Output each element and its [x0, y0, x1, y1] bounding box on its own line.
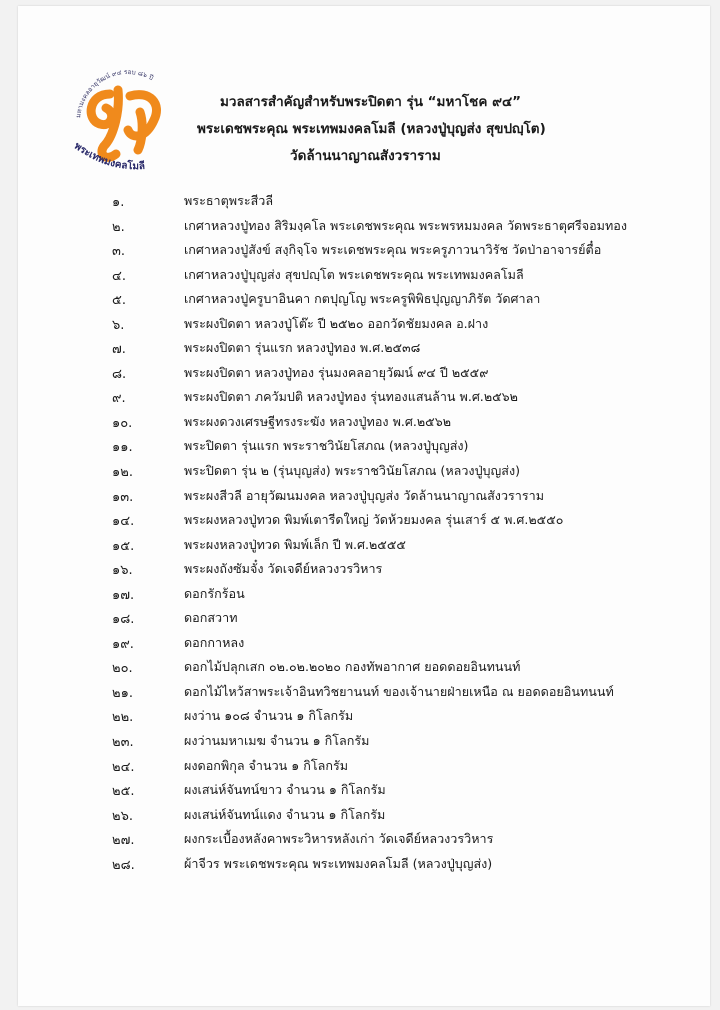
list-item	[0, 412, 720, 437]
list-item-number: ๑๗.	[112, 587, 135, 603]
list-item-text: เกศาหลวงปู่บุญส่ง สุขปญฺโต พระเดชพระคุณ พระเทพมงคลโมลี	[184, 266, 524, 282]
list-item	[0, 805, 720, 830]
list-item-text: ผงดอกพิกุล จำนวน ๑ กิโลกรัม	[184, 757, 349, 773]
list-item-number: ๑๙.	[112, 636, 134, 652]
list-item-number: ๑๒.	[112, 465, 133, 481]
list-item-number: ๒.	[112, 219, 125, 235]
list-item-text: ดอกสวาท	[184, 610, 238, 626]
list-item-number: ๖.	[112, 317, 125, 333]
list-item	[0, 657, 720, 682]
list-item	[0, 265, 720, 290]
list-item-number: ๘.	[112, 366, 127, 382]
list-item-number: ๒๒.	[112, 710, 134, 726]
list-item-text: ดอกไม้ไหว้สาพระเจ้าอินทวิชยานนท์ ของเจ้านายฝ่ายเหนือ ณ ยอดดอยอินทนนท์	[184, 683, 614, 699]
list-item	[0, 608, 720, 633]
list-item-text: ดอกรักร้อน	[184, 585, 245, 601]
list-item	[0, 682, 720, 707]
list-item-text: พระผงหลวงปู่ทวด พิมพ์เตารีดใหญ่ วัดห้วยมงคล รุ่นเสาร์ ๕ พ.ศ.๒๕๕๐	[184, 512, 564, 528]
list-item	[0, 387, 720, 412]
logo-bottom-text: พระเทพมงคลโมลี	[71, 140, 146, 173]
list-item-text: พระผงปิดตา รุ่นแรก หลวงปู่ทอง พ.ศ.๒๕๓๘	[184, 340, 421, 356]
list-item-text: ดอกไม้ปลุกเสก ๐๒.๐๒.๒๐๒๐ กองทัพอากาศ ยอดดอยอินทนนท์	[184, 659, 521, 675]
list-item-number: ๑๔.	[112, 514, 135, 530]
list-item-number: ๒๐.	[112, 661, 133, 677]
list-item-number: ๒๗.	[112, 833, 135, 849]
list-item	[0, 535, 720, 560]
list-item-text: เกศาหลวงปู่ครูบาอินคา กตปุญโญ พระครูพิพิธปุญญาภิรัต วัดศาลา	[184, 291, 541, 307]
list-item-text: พระผงสีวลี อายุวัฒนมงคล หลวงปู่บุญส่ง วัดล้านนาญาณสังวราราม	[184, 487, 544, 503]
list-item-number: ๒๓.	[112, 735, 134, 751]
temple-seal-logo	[58, 50, 198, 190]
list-item-number: ๙.	[112, 391, 126, 407]
list-item-text: พระผงถังซัมจั๋ง วัดเจดีย์หลวงวรวิหาร	[184, 561, 383, 577]
list-item-number: ๑๐.	[112, 415, 133, 431]
list-item-text: พระผงหลวงปู่ทวด พิมพ์เล็ก ปี พ.ศ.๒๕๕๕	[184, 536, 406, 552]
list-item	[0, 854, 720, 879]
list-item-text: พระธาตุพระสีวลี	[184, 193, 274, 208]
list-item-text: พระปิดตา รุ่น ๒ (รุ่นบุญส่ง) พระราชวินัยโสภณ (หลวงปู่บุญส่ง)	[184, 463, 521, 479]
list-item-number: ๑๓.	[112, 489, 134, 505]
list-item-number: ๑๖.	[112, 563, 133, 579]
list-item-text: ดอกกาหลง	[184, 634, 245, 650]
list-item	[0, 240, 720, 265]
list-item-number: ๓.	[112, 244, 126, 260]
list-item-text: พระผงดวงเศรษฐีทรงระฆัง หลวงปู่ทอง พ.ศ.๒๕๖๒	[184, 413, 451, 429]
list-item-number: ๗.	[112, 342, 126, 358]
list-item-text: เกศาหลวงปู่ทอง สิริมงฺคโล พระเดชพระคุณ พระพรหมมงคล วัดพระธาตุศรีจอมทอง	[184, 217, 627, 233]
list-item-number: ๒๑.	[112, 685, 133, 701]
list-item	[0, 216, 720, 241]
logo-arc-text: มหามงคลอายุวัฒน์ ๙๔ รอบ ๘๖ ปี	[74, 67, 155, 119]
list-item-text: ผงว่าน ๑๐๘ จำนวน ๑ กิโลกรัม	[184, 708, 354, 724]
list-item-number: ๑.	[112, 195, 125, 210]
list-item	[0, 633, 720, 658]
list-item-text: พระผงปิดตา หลวงปู่โต๊ะ ปี ๒๕๒๐ ออกวัดชัยมงคล อ.ฝาง	[184, 315, 489, 331]
list-item	[0, 191, 720, 216]
list-item	[0, 756, 720, 781]
ingredient-list	[0, 191, 720, 878]
list-item-number: ๑๕.	[112, 538, 135, 554]
list-item	[0, 731, 720, 756]
list-item	[0, 559, 720, 584]
list-item-text: พระผงปิดตา ภควัมปติ หลวงปู่ทอง รุ่นทองแสนล้าน พ.ศ.๒๕๖๒	[184, 389, 518, 405]
list-item-number: ๒๔.	[112, 759, 135, 775]
list-item-number: ๔.	[112, 268, 126, 284]
list-item-text: ผ้าจีวร พระเดชพระคุณ พระเทพมงคลโมลี (หลวงปู่บุญส่ง)	[184, 855, 493, 871]
header-subtitle: พระเดชพระคุณ พระเทพมงคลโมลี (หลวงปู่บุญส่ง สุขปญฺโต)	[197, 121, 546, 137]
list-item	[0, 461, 720, 486]
list-item	[0, 314, 720, 339]
list-item-number: ๕.	[112, 293, 126, 309]
list-item-text: ผงกระเบื้องหลังคาพระวิหารหลังเก่า วัดเจดีย์หลวงวรวิหาร	[184, 831, 494, 847]
header-title: มวลสารสำคัญสำหรับพระปิดตา รุ่น “มหาโชค ๙๔”	[220, 94, 522, 110]
list-item	[0, 510, 720, 535]
list-item-text: ผงว่านมหาเมฆ จำนวน ๑ กิโลกรัม	[184, 733, 370, 749]
list-item-text: พระปิดตา รุ่นแรก พระราชวินัยโสภณ (หลวงปู่บุญส่ง)	[184, 438, 469, 454]
list-item	[0, 436, 720, 461]
list-item	[0, 584, 720, 609]
list-item-number: ๑๑.	[112, 440, 133, 456]
list-item-text: พระผงปิดตา หลวงปู่ทอง รุ่นมงคลอายุวัฒน์ ๙๔ ปี ๒๕๕๙	[184, 364, 489, 380]
list-item-text: ผงเสน่ห์จันทน์ขาว จำนวน ๑ กิโลกรัม	[184, 782, 386, 798]
list-item-number: ๑๘.	[112, 612, 135, 628]
header-temple-name: วัดล้านนาญาณสังวราราม	[290, 148, 441, 164]
list-item-number: ๒๕.	[112, 784, 135, 800]
list-item-text: ผงเสน่ห์จันทน์แดง จำนวน ๑ กิโลกรัม	[184, 806, 386, 822]
list-item	[0, 338, 720, 363]
list-item	[0, 706, 720, 731]
list-item-number: ๒๘.	[112, 857, 135, 873]
list-item-number: ๒๖.	[112, 808, 133, 824]
list-item	[0, 780, 720, 805]
list-item	[0, 486, 720, 511]
list-item	[0, 363, 720, 388]
list-item	[0, 829, 720, 854]
list-item	[0, 289, 720, 314]
list-item-text: เกศาหลวงปู่สังข์ สงฺกิจฺโจ พระเดชพระคุณ พระครูภาวนาวิรัช วัดป่าอาจารย์ตื๋อ	[184, 242, 602, 258]
